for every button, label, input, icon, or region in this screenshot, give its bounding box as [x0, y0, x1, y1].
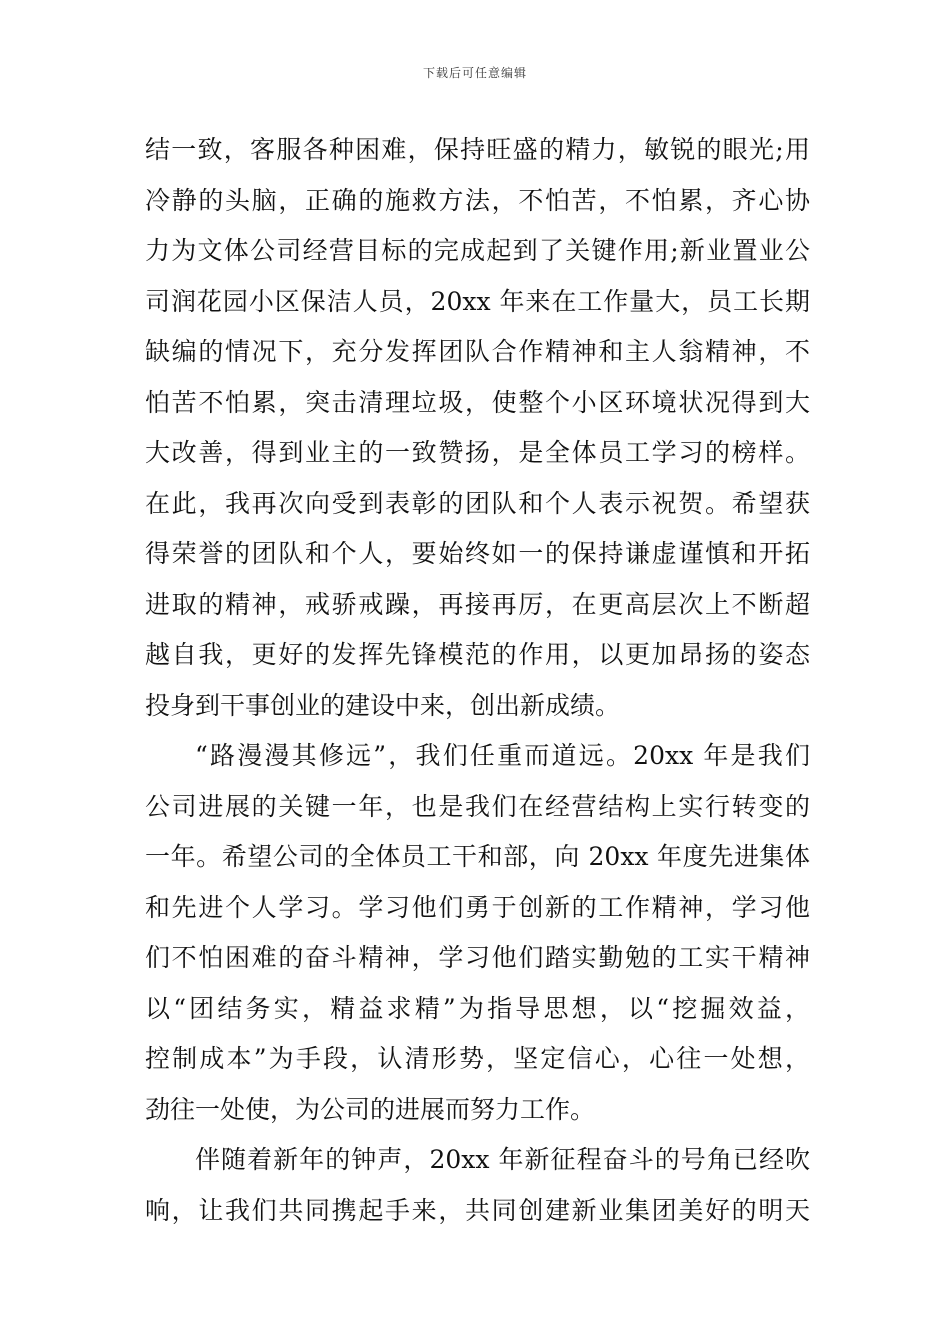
page-header: 下载后可任意编辑: [422, 66, 527, 80]
text-line: 一年。希望公司的全体员工干和部，向 20xx 年度先进集体: [145, 842, 810, 871]
text-line: 大改善，得到业主的一致赞扬，是全体员工学习的榜样。: [145, 438, 810, 467]
text-line: 冷静的头脑，正确的施救方法，不怕苦，不怕累，齐心协: [145, 185, 810, 215]
text-line: 公司进展的关键一年，也是我们在经营结构上实行转变的: [145, 791, 810, 821]
paragraph-3: [145, 1135, 810, 1236]
text-line: “路漫漫其修远”，我们任重而道远。20xx 年是我们: [195, 741, 810, 770]
text-line: 怕苦不怕累，突击清理垃圾，使整个小区环境状况得到大: [145, 387, 810, 417]
paragraph-1: [145, 125, 810, 731]
text-line: 们不怕困难的奋斗精神，学习他们踏实勤勉的工实干精神: [145, 943, 810, 972]
text-line: 结一致，客服各种困难，保持旺盛的精力，敏锐的眼光;用: [145, 135, 810, 164]
text-line: 劲往一处使，为公司的进展而努力工作。: [145, 1094, 596, 1124]
document-body: [145, 125, 810, 1236]
text-line: 以“团结务实，精益求精”为指导思想，以“挖掘效益，: [145, 993, 810, 1023]
text-line: 和先进个人学习。学习他们勇于创新的工作精神，学习他: [145, 892, 810, 922]
text-line: 缺编的情况下，充分发挥团队合作精神和主人翁精神，不: [145, 337, 810, 366]
text-line: 进取的精神，戒骄戒躁，再接再厉，在更高层次上不断超: [145, 589, 810, 619]
text-line: 在此，我再次向受到表彰的团队和个人表示祝贺。希望获: [145, 488, 810, 518]
text-line: 投身到干事创业的建设中来，创出新成绩。: [145, 690, 621, 720]
text-line: 司润花园小区保洁人员，20xx 年来在工作量大，员工长期: [145, 286, 810, 316]
paragraph-2: [145, 731, 810, 1135]
text-line: 力为文体公司经营目标的完成起到了关键作用;新业置业公: [145, 236, 810, 265]
text-line: 响，让我们共同携起手来，共同创建新业集团美好的明天: [145, 1195, 810, 1225]
text-line: 越自我，更好的发挥先锋模范的作用，以更加昂扬的姿态: [145, 640, 810, 669]
text-line: 伴随着新年的钟声，20xx 年新征程奋斗的号角已经吹: [195, 1145, 810, 1174]
text-line: 控制成本”为手段，认清形势，坚定信心，心往一处想，: [145, 1044, 810, 1073]
text-line: 得荣誉的团队和个人，要始终如一的保持谦虚谨慎和开拓: [145, 539, 810, 568]
